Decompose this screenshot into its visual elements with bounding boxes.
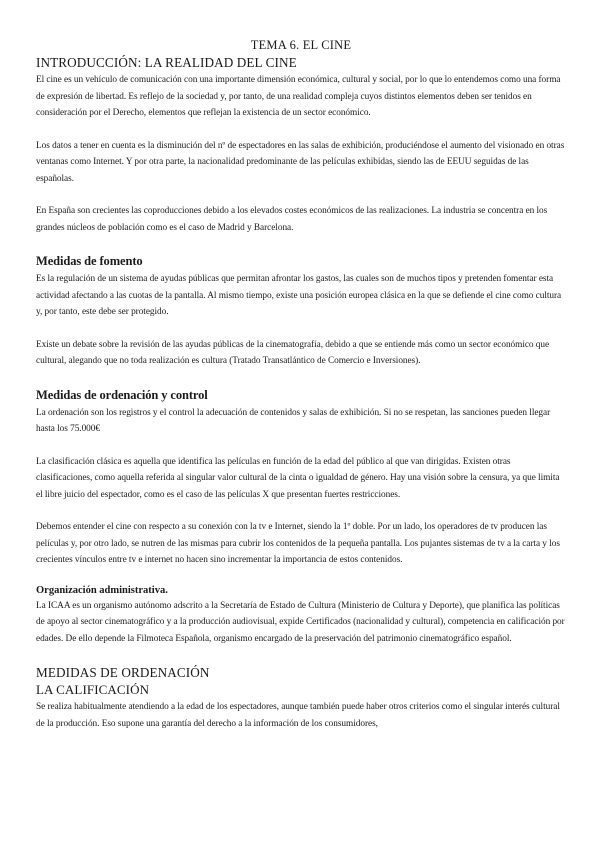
document-body [36, 38, 566, 732]
calificacion-paragraph: Se realiza habitualmente atendiendo a la edad de los espectadores, aunque también puede haber otros criterios como el singular interés cultural de la producción. Eso supone una garantía del derecho a la información de los consumidores, [36, 702, 560, 729]
ordenacion-paragraph-2: La clasificación clásica es aquella que identifica las películas en función de la edad del público al que van dirigidas. Existen otras clasificaciones, como aquella referida al singular valor cultural de la cinta o igualdad de género. Hay una visión sobre la censura, ya que limita el libre juicio del espectador, como es el caso de las películas X que presentan fuertes restricciones. [36, 456, 560, 500]
intro-heading: INTRODUCCIÓN: LA REALIDAD DEL CINE [36, 55, 297, 70]
intro-paragraph-1: El cine es un vehículo de comunicación con una importante dimensión económica, cultural y social, por lo que lo entendemos como una forma de expresión de libertad. Es reflejo de la sociedad y, por tanto, de una realidad compleja cuyos distintos elementos deben ser tenidos en consideración por el Derecho, elementos que reflejan la existencia de un sector económico. [36, 75, 561, 118]
document-title: TEMA 6. EL CINE [250, 38, 352, 52]
fomento-heading: Medidas de fomento [36, 254, 143, 268]
intro-paragraph-3: En España son crecientes las coproducciones debido a los elevados costes económicos de las realizaciones. La industria se concentra en los grandes núcleos de población como es el caso de Madrid y Barcelona. [36, 206, 548, 233]
intro-paragraph-2: Los datos a tener en cuenta es la disminución del nº de espectadores en las salas de exhibición, produciéndose el aumento del visionado en otras ventanas como Internet. Y por otra parte, la nacionalidad predominante de las películas exhibidas, siendo las de EEUU seguidas de las españolas. [36, 140, 565, 184]
ordenacion-paragraph-1: La ordenación son los registros y el control la adecuación de contenidos y salas de exhibición. Si no se respetan, las sanciones pueden llegar hasta los 75.000€ [36, 407, 551, 434]
ordenacion-paragraph-3: Debemos entender el cine con respecto a su conexión con la tv e Internet, siendo la 1º doble. Por un lado, los operadores de tv producen las películas y, por otro lado, se nutren de las mismas para cubrir los contenidos de la pequeña pantalla. Los pujantes sistemas de tv a la carta y los crecientes vínculos entre tv e internet no hacen sino incrementar la importancia de estos contenidos. [36, 522, 560, 565]
calificacion-heading: LA CALIFICACIÓN [36, 682, 150, 697]
fomento-paragraph-1: Es la regulación de un sistema de ayudas públicas que permitan afrontar los gastos, las cuales son de muchos tipos y pretenden fomentar esta actividad afectando a las cuotas de la pantalla. Al mismo tiempo, existe una posición europea clásica en la que se defiende el cine como cultura y, por tanto, este debe ser protegido. [36, 274, 562, 317]
org-paragraph: La ICAA es un organismo autónomo adscrito a la Secretaría de Estado de Cultura (Ministerio de Cultura y Deporte), que planifica las políticas de apoyo al sector cinematográfico y a la producción audiovisual, expide Certificados (nacionalidad y cultural), competencia en calificación por edades. De ello depende la Filmoteca Española, organismo encargado de la preservación del patrimonio cinematográfico español. [36, 600, 565, 644]
fomento-paragraph-2: Existe un debate sobre la revisión de las ayudas públicas de la cinematografía, debido a que se entiende más como un sector económico que cultural, alegando que no toda realización es cultura (Tratado Transatlántico de Comercio e Inversiones). [36, 339, 550, 366]
org-heading: Organización administrativa. [36, 584, 168, 596]
medidas-heading: MEDIDAS DE ORDENACIÓN [36, 665, 210, 680]
ordenacion-heading: Medidas de ordenación y control [36, 387, 208, 402]
